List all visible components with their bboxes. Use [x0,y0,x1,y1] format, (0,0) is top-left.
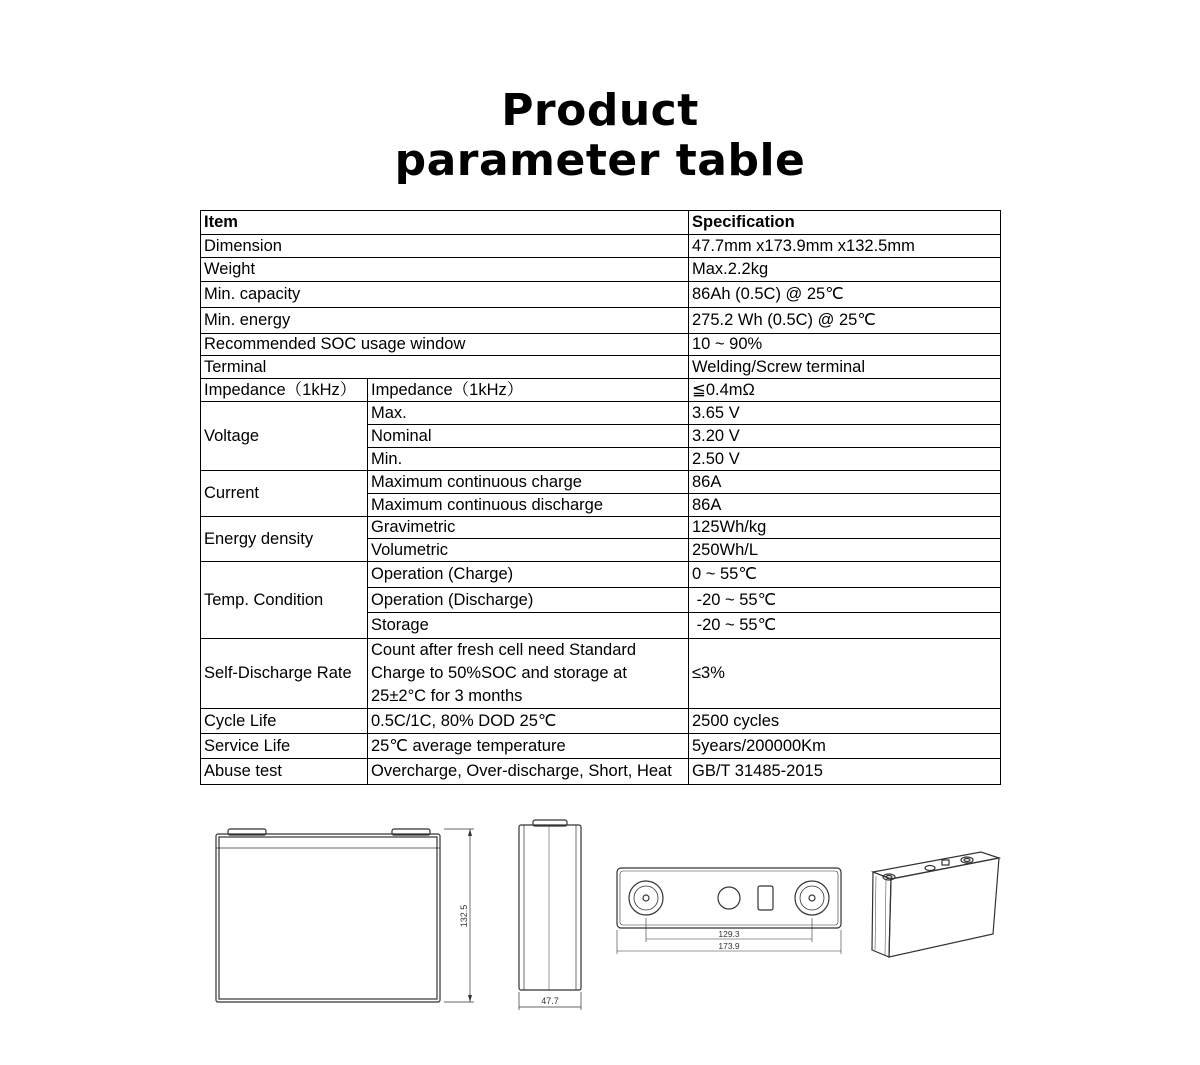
thickness-dimension-label: 47.7 [541,996,559,1006]
row-value: 47.7mm x173.9mm x132.5mm [689,235,1001,258]
row-label: Terminal [201,356,689,379]
row-value: 3.65 V [689,402,1001,425]
row-value: 2.50 V [689,448,1001,471]
row-sublabel: Storage [368,613,689,639]
row-label: Weight [201,258,689,282]
row-sublabel: Operation (Charge) [368,562,689,588]
row-value: 250Wh/L [689,539,1001,562]
row-value: 86A [689,494,1001,517]
row-condition: Overcharge, Over-discharge, Short, Heat [368,759,689,785]
row-label: Dimension [201,235,689,258]
row-value: 10 ~ 90% [689,334,1001,356]
row-label: Temp. Condition [201,562,368,639]
row-value: ≦0.4mΩ [689,379,1001,402]
row-label: Current [201,471,368,517]
row-sublabel: Min. [368,448,689,471]
title-line-2: parameter table [394,135,806,186]
row-label: Energy density [201,517,368,562]
row-value: Welding/Screw terminal [689,356,1001,379]
row-condition: 0.5C/1C, 80% DOD 25℃ [368,709,689,734]
front-view-drawing [216,829,474,1002]
row-sublabel: Nominal [368,425,689,448]
row-value: 5years/200000Km [689,734,1001,759]
row-label: Service Life [201,734,368,759]
row-value: 275.2 Wh (0.5C) @ 25℃ [689,308,1001,334]
row-value: 86Ah (0.5C) @ 25℃ [689,282,1001,308]
length-dimension-label: 173.9 [718,941,740,951]
row-sublabel: Max. [368,402,689,425]
row-sublabel: Volumetric [368,539,689,562]
row-value: 86A [689,471,1001,494]
row-condition: 25℃ average temperature [368,734,689,759]
row-label: Abuse test [201,759,368,785]
row-value: 2500 cycles [689,709,1001,734]
header-specification: Specification [689,211,1001,235]
row-label: Min. energy [201,308,689,334]
row-value: 125Wh/kg [689,517,1001,539]
header-item: Item [201,211,689,235]
row-value: Max.2.2kg [689,258,1001,282]
side-view-drawing [519,820,581,1010]
row-label: Recommended SOC usage window [201,334,689,356]
row-label: Impedance（1kHz） [201,379,368,402]
row-value: ≤3% [689,639,1001,709]
row-sublabel: Maximum continuous charge [368,471,689,494]
row-sublabel: Maximum continuous discharge [368,494,689,517]
title-line-1: Product [501,85,699,136]
terminal-spacing-dimension-label: 129.3 [718,929,740,939]
row-value: -20 ~ 55℃ [689,613,1001,639]
row-value: 3.20 V [689,425,1001,448]
row-value: -20 ~ 55℃ [689,588,1001,613]
row-label: Voltage [201,402,368,471]
height-dimension-label: 132.5 [459,904,469,928]
row-sublabel: Impedance（1kHz） [368,379,689,402]
row-value: 0 ~ 55℃ [689,562,1001,588]
row-label: Cycle Life [201,709,368,734]
row-sublabel: Gravimetric [368,517,689,539]
row-label: Min. capacity [201,282,689,308]
row-value: GB/T 31485-2015 [689,759,1001,785]
row-sublabel: Operation (Discharge) [368,588,689,613]
row-label: Self-Discharge Rate [201,639,368,709]
row-condition: Count after fresh cell need Standard Charge to 50%SOC and storage at 25±2°C for 3 months [368,639,689,709]
isometric-view-drawing [872,852,999,957]
